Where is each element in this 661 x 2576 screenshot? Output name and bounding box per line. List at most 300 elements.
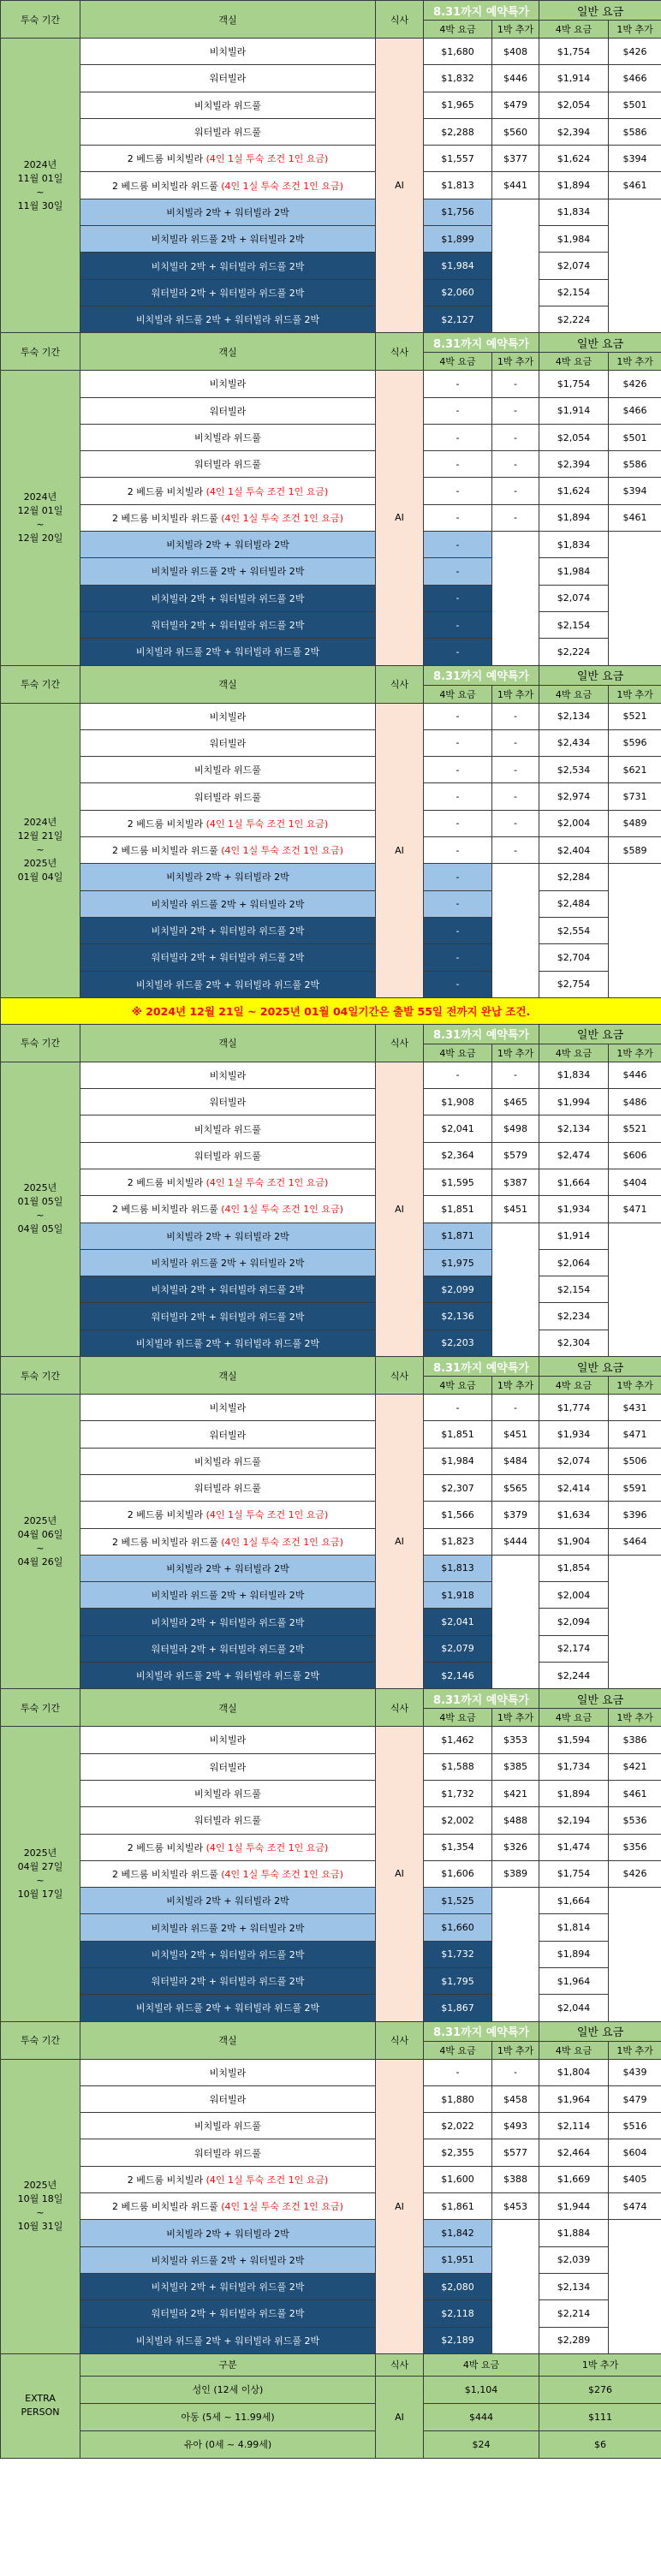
room-name bbox=[80, 837, 376, 864]
promo-four-night-header: 4박 요금 bbox=[424, 1044, 492, 1062]
room-name bbox=[80, 2059, 376, 2085]
room-header: 객실 bbox=[80, 1689, 376, 1727]
regular-four-night-price: $2,224 bbox=[539, 306, 609, 332]
promo-four-night-header: 4박 요금 bbox=[424, 685, 492, 703]
rate-row bbox=[1, 1582, 661, 1609]
promo-four-night-price: - bbox=[424, 729, 492, 756]
regular-four-night-price: $1,854 bbox=[539, 1555, 609, 1581]
regular-four-night-price: $2,039 bbox=[539, 2246, 609, 2273]
regular-four-night-price: $2,394 bbox=[539, 118, 609, 145]
regular-extra-night-price: $489 bbox=[609, 810, 661, 836]
room-type: 비치빌라 위드풀 2박 + 워터빌라 위드풀 2박 bbox=[135, 646, 320, 658]
rate-row bbox=[1, 1609, 661, 1635]
room-name bbox=[80, 810, 376, 836]
regular-extra-night-price: $404 bbox=[609, 1169, 661, 1195]
rate-row bbox=[1, 1223, 661, 1249]
stay-period-line: 01월 04일 bbox=[17, 872, 63, 883]
rate-row bbox=[1, 504, 661, 531]
promo-extra-night-price: $421 bbox=[492, 1780, 539, 1806]
rate-row bbox=[1, 1914, 661, 1941]
promo-four-night-price: - bbox=[424, 397, 492, 424]
meal-plan: AI bbox=[376, 703, 424, 997]
room-name bbox=[80, 199, 376, 225]
promo-four-night-price: $1,918 bbox=[424, 1582, 492, 1609]
room-type: 비치빌라 bbox=[209, 1402, 247, 1414]
regular-four-night-price: $2,154 bbox=[539, 1276, 609, 1303]
regular-extra-night-price: $621 bbox=[609, 757, 661, 783]
regular-extra-night-header: 1박 추가 bbox=[609, 2041, 661, 2059]
promo-extra-night-price: $326 bbox=[492, 1834, 539, 1860]
promo-extra-night-empty bbox=[492, 1888, 539, 2021]
promo-header: 8.31까지 예약특가 bbox=[424, 1024, 539, 1044]
promo-extra-night-empty bbox=[492, 1223, 539, 1356]
regular-four-night-price: $2,044 bbox=[539, 1995, 609, 2021]
room-name bbox=[80, 279, 376, 306]
promo-extra-night-price: $377 bbox=[492, 146, 539, 172]
promo-four-night-price: $1,880 bbox=[424, 2085, 492, 2112]
regular-extra-night-header: 1박 추가 bbox=[609, 1377, 661, 1395]
regular-four-night-header: 4박 요금 bbox=[539, 1709, 609, 1727]
room-condition-note: (4인 1실 투숙 조건 1인 요금) bbox=[205, 1841, 329, 1853]
rate-row bbox=[1, 451, 661, 478]
promo-extra-night-price: - bbox=[492, 478, 539, 504]
rate-row bbox=[1, 1115, 661, 1142]
extra-person-row bbox=[1, 2376, 661, 2403]
regular-four-night-price: $1,934 bbox=[539, 1196, 609, 1223]
regular-four-night-price: $1,914 bbox=[539, 65, 609, 92]
promo-extra-night-price: - bbox=[492, 783, 539, 810]
rate-row bbox=[1, 1995, 661, 2021]
promo-four-night-price: $1,588 bbox=[424, 1753, 492, 1780]
regular-extra-night-price: $506 bbox=[609, 1448, 661, 1474]
regular-extra-night-price: $356 bbox=[609, 1834, 661, 1860]
room-type: 비치빌라 위드풀 bbox=[194, 764, 261, 776]
rate-row bbox=[1, 1753, 661, 1780]
extra-person-row bbox=[1, 2430, 661, 2458]
rate-row bbox=[1, 783, 661, 810]
room-name bbox=[80, 757, 376, 783]
regular-four-night-price: $1,634 bbox=[539, 1502, 609, 1528]
room-header: 객실 bbox=[80, 1, 376, 39]
rate-row bbox=[1, 837, 661, 864]
room-name bbox=[80, 1303, 376, 1330]
rate-row bbox=[1, 226, 661, 253]
room-type: 워터빌라 2박 + 워터빌라 위드풀 2박 bbox=[151, 1976, 305, 1988]
extra-person-category: 성인 (12세 이상) bbox=[80, 2376, 376, 2403]
extra-extra-night-header: 1박 추가 bbox=[539, 2353, 661, 2376]
promo-extra-night-price: $453 bbox=[492, 2193, 539, 2220]
room-name bbox=[80, 1807, 376, 1834]
promo-four-night-price: $2,079 bbox=[424, 1635, 492, 1662]
promo-four-night-price: $2,041 bbox=[424, 1115, 492, 1142]
regular-extra-night-empty bbox=[609, 1555, 661, 1688]
room-name bbox=[80, 2166, 376, 2192]
meal-plan: AI bbox=[376, 1395, 424, 1689]
rate-row bbox=[1, 757, 661, 783]
stay-period-line: ~ bbox=[36, 1874, 45, 1886]
regular-extra-night-price: $604 bbox=[609, 2139, 661, 2166]
regular-extra-night-price: $536 bbox=[609, 1807, 661, 1834]
promo-extra-night-price: - bbox=[492, 371, 539, 397]
promo-extra-night-price: $389 bbox=[492, 1860, 539, 1887]
room-type: 비치빌라 2박 + 워터빌라 2박 bbox=[166, 1562, 289, 1574]
rate-row bbox=[1, 118, 661, 145]
promo-four-night-price: - bbox=[424, 451, 492, 478]
stay-period-line: ~ bbox=[36, 2207, 45, 2219]
room-type: 워터빌라 위드풀 bbox=[194, 127, 261, 139]
meal-header: 식사 bbox=[376, 333, 424, 371]
room-name bbox=[80, 306, 376, 332]
promo-header: 8.31까지 예약특가 bbox=[424, 665, 539, 685]
promo-extra-night-price: $353 bbox=[492, 1727, 539, 1753]
room-name bbox=[80, 944, 376, 971]
rate-row bbox=[1, 1089, 661, 1115]
promo-four-night-price: - bbox=[424, 585, 492, 611]
room-name bbox=[80, 532, 376, 558]
stay-period-line: 04월 26일 bbox=[17, 1556, 63, 1568]
room-condition-note: (4인 1실 투숙 조건 1인 요금) bbox=[221, 2201, 343, 2213]
room-name bbox=[80, 729, 376, 756]
room-name bbox=[80, 783, 376, 810]
room-name bbox=[80, 1249, 376, 1276]
room-type: 비치빌라 위드풀 2박 + 워터빌라 2박 bbox=[151, 2254, 305, 2266]
promo-extra-night-price: $484 bbox=[492, 1448, 539, 1474]
regular-four-night-price: $1,814 bbox=[539, 1914, 609, 1941]
promo-extra-night-empty bbox=[492, 864, 539, 997]
promo-four-night-price: - bbox=[424, 917, 492, 943]
regular-four-night-price: $2,174 bbox=[539, 1635, 609, 1662]
room-type: 2 베드룸 비치빌라 위드풀 bbox=[112, 1868, 218, 1880]
rate-row bbox=[1, 1528, 661, 1555]
room-type: 워터빌라 bbox=[209, 73, 247, 85]
regular-extra-night-price: $431 bbox=[609, 1395, 661, 1421]
section-header bbox=[1, 2021, 661, 2041]
period-header: 투숙 기간 bbox=[1, 1, 80, 39]
room-type: 비치빌라 위드풀 bbox=[194, 1788, 261, 1800]
regular-four-night-price: $2,474 bbox=[539, 1142, 609, 1169]
meal-header: 식사 bbox=[376, 665, 424, 703]
rate-row bbox=[1, 199, 661, 225]
rate-row bbox=[1, 2166, 661, 2192]
regular-four-night-price: $2,484 bbox=[539, 890, 609, 917]
rate-row bbox=[1, 424, 661, 450]
regular-four-night-price: $1,984 bbox=[539, 558, 609, 585]
rate-row bbox=[1, 1502, 661, 1528]
room-type: 비치빌라 bbox=[209, 1069, 247, 1081]
regular-extra-night-price: $466 bbox=[609, 397, 661, 424]
rate-row bbox=[1, 1727, 661, 1753]
regular-header: 일반 요금 bbox=[539, 2021, 661, 2041]
stay-period-line: ~ bbox=[36, 186, 45, 198]
regular-extra-night-price: $479 bbox=[609, 2085, 661, 2112]
regular-four-night-price: $1,734 bbox=[539, 1753, 609, 1780]
extra-extra-night-price: $276 bbox=[539, 2376, 661, 2403]
rate-row bbox=[1, 2220, 661, 2246]
extra-extra-night-price: $111 bbox=[539, 2403, 661, 2430]
rate-row bbox=[1, 2273, 661, 2299]
regular-extra-night-empty bbox=[609, 864, 661, 997]
promo-four-night-price: - bbox=[424, 2059, 492, 2085]
room-type: 비치빌라 위드풀 2박 + 워터빌라 2박 bbox=[151, 1590, 305, 1602]
promo-extra-night-empty bbox=[492, 1555, 539, 1688]
regular-extra-night-price: $394 bbox=[609, 478, 661, 504]
room-type: 워터빌라 2박 + 워터빌라 위드풀 2박 bbox=[151, 952, 305, 964]
room-type: 비치빌라 위드풀 bbox=[194, 99, 261, 111]
rate-row bbox=[1, 371, 661, 397]
extra-person-category: 유아 (0세 ~ 4.99세) bbox=[80, 2430, 376, 2458]
regular-four-night-price: $1,894 bbox=[539, 504, 609, 531]
room-name bbox=[80, 92, 376, 118]
room-name bbox=[80, 611, 376, 638]
meal-plan: AI bbox=[376, 1062, 424, 1356]
room-condition-note: (4인 1실 투숙 조건 1인 요금) bbox=[221, 845, 343, 857]
promo-header: 8.31까지 예약특가 bbox=[424, 1357, 539, 1377]
room-type: 워터빌라 위드풀 bbox=[194, 1815, 261, 1827]
regular-four-night-price: $2,284 bbox=[539, 864, 609, 890]
regular-four-night-price: $2,754 bbox=[539, 971, 609, 997]
rate-row bbox=[1, 585, 661, 611]
room-type: 비치빌라 2박 + 워터빌라 2박 bbox=[166, 206, 289, 218]
room-type: 비치빌라 위드풀 2박 + 워터빌라 위드풀 2박 bbox=[135, 2335, 320, 2347]
regular-extra-night-price: $464 bbox=[609, 1528, 661, 1555]
room-name bbox=[80, 1555, 376, 1581]
room-name bbox=[80, 1914, 376, 1941]
regular-four-night-price: $1,894 bbox=[539, 1941, 609, 1967]
promo-four-night-price: $1,354 bbox=[424, 1834, 492, 1860]
room-type: 2 베드룸 비치빌라 위드풀 bbox=[112, 1536, 218, 1548]
stay-period-line: 04월 27일 bbox=[17, 1860, 63, 1872]
promo-four-night-price: $2,060 bbox=[424, 279, 492, 306]
promo-four-night-price: - bbox=[424, 532, 492, 558]
regular-extra-night-price: $471 bbox=[609, 1196, 661, 1223]
extra-person-header bbox=[1, 2353, 661, 2376]
room-type: 2 베드룸 비치빌라 위드풀 bbox=[112, 180, 218, 192]
promo-four-night-price: - bbox=[424, 558, 492, 585]
room-name bbox=[80, 1115, 376, 1142]
promo-four-night-header: 4박 요금 bbox=[424, 2041, 492, 2059]
room-header: 객실 bbox=[80, 665, 376, 703]
extra-person-row bbox=[1, 2403, 661, 2430]
promo-four-night-price: - bbox=[424, 504, 492, 531]
promo-extra-night-price: - bbox=[492, 757, 539, 783]
promo-extra-night-price: $408 bbox=[492, 39, 539, 65]
rate-row bbox=[1, 944, 661, 971]
regular-extra-night-price: $405 bbox=[609, 2166, 661, 2192]
promo-four-night-price: $2,041 bbox=[424, 1609, 492, 1635]
rate-row bbox=[1, 639, 661, 665]
regular-header: 일반 요금 bbox=[539, 1689, 661, 1709]
room-type: 비치빌라 위드풀 2박 + 워터빌라 2박 bbox=[151, 1258, 305, 1270]
meal-plan: AI bbox=[376, 2059, 424, 2353]
stay-period-line: ~ bbox=[36, 518, 45, 530]
stay-period-line: 10월 18일 bbox=[17, 2193, 63, 2205]
regular-extra-night-price: $486 bbox=[609, 1089, 661, 1115]
rate-row bbox=[1, 1062, 661, 1088]
meal-plan: AI bbox=[376, 39, 424, 333]
rate-row bbox=[1, 65, 661, 92]
room-name bbox=[80, 2327, 376, 2353]
regular-extra-night-price: $396 bbox=[609, 1502, 661, 1528]
regular-extra-night-price: $461 bbox=[609, 504, 661, 531]
regular-four-night-price: $2,094 bbox=[539, 1609, 609, 1635]
room-condition-note: (4인 1실 투숙 조건 1인 요금) bbox=[221, 180, 343, 192]
promo-four-night-price: - bbox=[424, 1395, 492, 1421]
promo-four-night-price: $1,525 bbox=[424, 1888, 492, 1914]
room-type: 워터빌라 bbox=[209, 1429, 247, 1441]
room-type: 비치빌라 2박 + 워터빌라 2박 bbox=[166, 1895, 289, 1907]
room-type: 비치빌라 bbox=[209, 2067, 247, 2079]
room-condition-note: (4인 1실 투숙 조건 1인 요금) bbox=[221, 1868, 343, 1880]
promo-extra-night-empty bbox=[492, 2220, 539, 2353]
rate-row bbox=[1, 2139, 661, 2166]
room-type: 비치빌라 위드풀 2박 + 워터빌라 2박 bbox=[151, 898, 305, 910]
rate-row bbox=[1, 864, 661, 890]
regular-extra-night-price: $606 bbox=[609, 1142, 661, 1169]
regular-extra-night-empty bbox=[609, 532, 661, 665]
promo-four-night-price: - bbox=[424, 783, 492, 810]
stay-period-line: 2024년 bbox=[23, 158, 57, 170]
stay-period bbox=[1, 1395, 80, 1689]
room-type: 2 베드룸 비치빌라 위드풀 bbox=[112, 2201, 218, 2213]
room-type: 워터빌라 bbox=[209, 1761, 247, 1773]
rate-row bbox=[1, 1888, 661, 1914]
section-header bbox=[1, 1689, 661, 1709]
room-type: 비치빌라 2박 + 워터빌라 2박 bbox=[166, 539, 289, 551]
regular-header: 일반 요금 bbox=[539, 333, 661, 353]
room-condition-note: (4인 1실 투숙 조건 1인 요금) bbox=[221, 1536, 343, 1548]
room-name bbox=[80, 1062, 376, 1088]
room-header: 객실 bbox=[80, 1357, 376, 1395]
stay-period-line: 2024년 bbox=[23, 491, 57, 503]
room-type: 비치빌라 2박 + 워터빌라 위드풀 2박 bbox=[151, 2282, 305, 2293]
room-name bbox=[80, 226, 376, 253]
room-name bbox=[80, 2246, 376, 2273]
room-name bbox=[80, 1941, 376, 1967]
promo-extra-night-price: $488 bbox=[492, 1807, 539, 1834]
regular-four-night-header: 4박 요금 bbox=[539, 353, 609, 371]
meal-header: 식사 bbox=[376, 2021, 424, 2059]
room-type: 워터빌라 위드풀 bbox=[194, 459, 261, 471]
regular-extra-night-header: 1박 추가 bbox=[609, 353, 661, 371]
regular-four-night-price: $2,074 bbox=[539, 585, 609, 611]
room-condition-note: (4인 1실 투숙 조건 1인 요금) bbox=[221, 512, 343, 524]
room-type: 워터빌라 2박 + 워터빌라 위드풀 2박 bbox=[151, 1311, 305, 1323]
regular-extra-night-price: $461 bbox=[609, 1780, 661, 1806]
regular-four-night-price: $1,894 bbox=[539, 1780, 609, 1806]
regular-four-night-price: $1,994 bbox=[539, 1089, 609, 1115]
regular-four-night-price: $2,134 bbox=[539, 1115, 609, 1142]
promo-extra-night-empty bbox=[492, 199, 539, 332]
promo-four-night-price: $1,795 bbox=[424, 1968, 492, 1995]
regular-extra-night-price: $586 bbox=[609, 451, 661, 478]
stay-period-line: 2025년 bbox=[23, 2180, 57, 2192]
regular-extra-night-header: 1박 추가 bbox=[609, 1044, 661, 1062]
room-name bbox=[80, 371, 376, 397]
room-name bbox=[80, 397, 376, 424]
room-type: 워터빌라 2박 + 워터빌라 위드풀 2박 bbox=[151, 287, 305, 299]
regular-four-night-price: $2,224 bbox=[539, 639, 609, 665]
promo-four-night-price: - bbox=[424, 478, 492, 504]
room-type: 비치빌라 2박 + 워터빌라 위드풀 2박 bbox=[151, 260, 305, 272]
room-header: 객실 bbox=[80, 333, 376, 371]
promo-four-night-price: $2,288 bbox=[424, 118, 492, 145]
promo-four-night-price: $1,832 bbox=[424, 65, 492, 92]
promo-four-night-price: - bbox=[424, 810, 492, 836]
rate-row bbox=[1, 306, 661, 332]
promo-extra-night-header: 1박 추가 bbox=[492, 1044, 539, 1062]
regular-four-night-price: $2,414 bbox=[539, 1474, 609, 1501]
promo-four-night-price: - bbox=[424, 1062, 492, 1088]
room-name bbox=[80, 917, 376, 943]
room-type: 비치빌라 위드풀 2박 + 워터빌라 위드풀 2박 bbox=[135, 1337, 320, 1349]
rate-row bbox=[1, 1635, 661, 1662]
regular-four-night-price: $1,664 bbox=[539, 1888, 609, 1914]
rate-row bbox=[1, 810, 661, 836]
promo-four-night-price: - bbox=[424, 757, 492, 783]
promo-four-night-price: $1,823 bbox=[424, 1528, 492, 1555]
extra-four-night-header: 4박 요금 bbox=[424, 2353, 539, 2376]
regular-four-night-price: $1,624 bbox=[539, 146, 609, 172]
room-name bbox=[80, 1395, 376, 1421]
stay-period-line: 2025년 bbox=[23, 858, 57, 870]
regular-four-night-price: $2,244 bbox=[539, 1663, 609, 1689]
room-type: 2 베드룸 비치빌라 bbox=[127, 1509, 204, 1521]
room-header: 객실 bbox=[80, 1024, 376, 1062]
regular-four-night-price: $2,154 bbox=[539, 611, 609, 638]
room-name bbox=[80, 2139, 376, 2166]
stay-period-line: 11월 01일 bbox=[17, 172, 63, 184]
regular-extra-night-price: $439 bbox=[609, 2059, 661, 2085]
meal-header: 식사 bbox=[376, 1689, 424, 1727]
regular-four-night-price: $2,404 bbox=[539, 837, 609, 864]
room-name bbox=[80, 1635, 376, 1662]
rate-row bbox=[1, 1169, 661, 1195]
stay-period-line: ~ bbox=[36, 1210, 45, 1222]
room-name bbox=[80, 558, 376, 585]
regular-four-night-price: $1,884 bbox=[539, 2220, 609, 2246]
room-name bbox=[80, 1502, 376, 1528]
room-name bbox=[80, 1169, 376, 1195]
room-type: 워터빌라 bbox=[209, 1097, 247, 1109]
promo-four-night-price: $2,127 bbox=[424, 306, 492, 332]
room-type: 2 베드룸 비치빌라 bbox=[127, 153, 204, 165]
regular-four-night-price: $1,594 bbox=[539, 1727, 609, 1753]
promo-four-night-price: $1,595 bbox=[424, 1169, 492, 1195]
regular-header: 일반 요금 bbox=[539, 1357, 661, 1377]
rate-row bbox=[1, 1968, 661, 1995]
room-type: 워터빌라 bbox=[209, 737, 247, 749]
period-header: 투숙 기간 bbox=[1, 665, 80, 703]
meal-header: 식사 bbox=[376, 1024, 424, 1062]
room-type: 비치빌라 위드풀 2박 + 워터빌라 위드풀 2박 bbox=[135, 2002, 320, 2014]
rate-row bbox=[1, 397, 661, 424]
promo-extra-night-price: $479 bbox=[492, 92, 539, 118]
promo-extra-night-price: $560 bbox=[492, 118, 539, 145]
regular-header: 일반 요금 bbox=[539, 1024, 661, 1044]
regular-four-night-price: $1,984 bbox=[539, 226, 609, 253]
regular-four-night-price: $1,904 bbox=[539, 1528, 609, 1555]
room-name bbox=[80, 1663, 376, 1689]
stay-period bbox=[1, 2059, 80, 2353]
extra-category-header: 구분 bbox=[80, 2353, 376, 2376]
regular-four-night-price: $1,669 bbox=[539, 2166, 609, 2192]
stay-period bbox=[1, 1062, 80, 1356]
regular-four-night-price: $1,894 bbox=[539, 172, 609, 199]
room-type: 2 베드룸 비치빌라 bbox=[127, 1841, 204, 1853]
room-condition-note: (4인 1실 투숙 조건 1인 요금) bbox=[205, 1177, 329, 1189]
room-type: 비치빌라 bbox=[209, 46, 247, 58]
rate-row bbox=[1, 146, 661, 172]
